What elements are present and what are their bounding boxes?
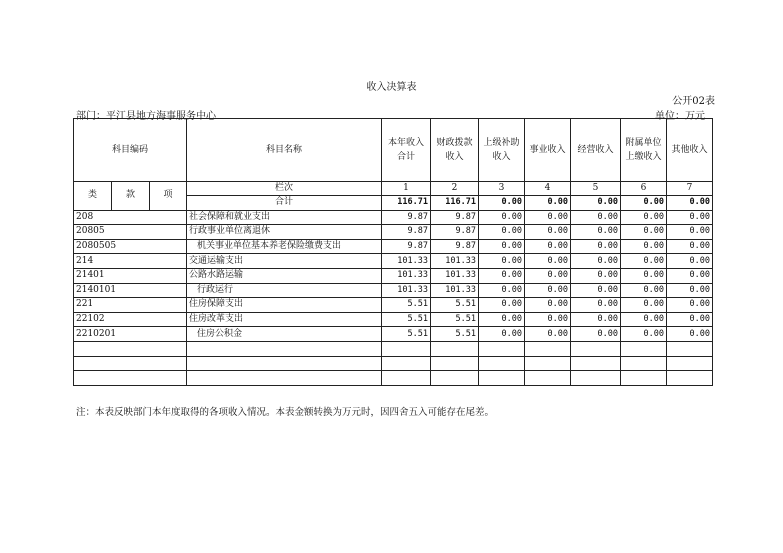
row-value: 0.00 [621,239,667,254]
empty-cell [667,371,713,386]
header-lei: 类 [74,182,112,211]
row-value: 101.33 [382,283,431,298]
row-code: 221 [74,298,187,313]
row-name: 行政事业单位离退休 [187,225,382,240]
row-code: 21401 [74,268,187,283]
row-value: 101.33 [431,283,479,298]
empty-cell [74,356,187,371]
empty-cell [571,356,621,371]
total-value: 0.00 [479,196,525,211]
row-value: 0.00 [571,327,621,342]
empty-cell [479,356,525,371]
row-value: 0.00 [667,283,713,298]
total-value: 0.00 [525,196,571,211]
row-value: 101.33 [382,268,431,283]
row-value: 0.00 [621,210,667,225]
header-row [74,119,713,182]
row-value: 9.87 [431,225,479,240]
row-value: 0.00 [571,210,621,225]
row-value: 0.00 [525,298,571,313]
form-code: 公开02表 [672,96,715,107]
row-value: 0.00 [479,210,525,225]
header-col4: 事业收入 [525,119,571,182]
report-title: 收入决算表 [366,82,417,93]
empty-row [74,371,713,386]
row-value: 0.00 [621,254,667,269]
row-value: 9.87 [431,239,479,254]
row-value: 0.00 [621,312,667,327]
header-col6: 附属单位上缴收入 [621,119,667,182]
empty-cell [74,371,187,386]
row-value: 0.00 [479,268,525,283]
table-row [74,210,713,225]
table-row [74,327,713,342]
row-value: 0.00 [667,312,713,327]
row-value: 0.00 [667,298,713,313]
total-value: 116.71 [431,196,479,211]
row-value: 9.87 [382,210,431,225]
table-row [74,312,713,327]
lanci-row [74,182,713,196]
total-value: 0.00 [571,196,621,211]
row-value: 0.00 [621,283,667,298]
table-row [74,225,713,240]
row-name: 交通运输支出 [187,254,382,269]
empty-cell [667,356,713,371]
row-value: 101.33 [431,254,479,269]
row-value: 0.00 [525,210,571,225]
row-value: 0.00 [667,239,713,254]
total-value: 0.00 [621,196,667,211]
empty-cell [187,341,382,356]
row-value: 101.33 [431,268,479,283]
empty-cell [431,341,479,356]
row-name: 住房保障支出 [187,298,382,313]
row-value: 0.00 [667,254,713,269]
empty-cell [525,341,571,356]
col-num: 6 [621,182,667,196]
row-name: 住房改革支出 [187,312,382,327]
income-table [73,118,713,386]
empty-cell [621,371,667,386]
row-value: 9.87 [431,210,479,225]
row-value: 5.51 [382,312,431,327]
row-value: 0.00 [621,298,667,313]
row-code: 208 [74,210,187,225]
row-value: 5.51 [382,327,431,342]
row-code: 2080505 [74,239,187,254]
col-num: 2 [431,182,479,196]
empty-cell [525,356,571,371]
row-value: 0.00 [571,254,621,269]
total-value: 116.71 [382,196,431,211]
footnote: 注：本表反映部门本年度取得的各项收入情况。本表金额转换为万元时，因四舍五入可能存在尾差。 [76,407,495,418]
col-num: 3 [479,182,525,196]
row-value: 0.00 [667,268,713,283]
table-row [74,298,713,313]
header-lanci: 栏次 [187,182,382,196]
row-value: 0.00 [525,283,571,298]
row-value: 0.00 [571,239,621,254]
row-value: 0.00 [621,268,667,283]
row-value: 5.51 [382,298,431,313]
table-row [74,254,713,269]
row-value: 0.00 [525,225,571,240]
header-col7: 其他收入 [667,119,713,182]
row-value: 9.87 [382,239,431,254]
col-num: 7 [667,182,713,196]
row-value: 0.00 [479,239,525,254]
header-kuan: 款 [112,182,150,211]
row-value: 0.00 [525,239,571,254]
row-value: 0.00 [571,225,621,240]
row-value: 0.00 [525,327,571,342]
row-value: 0.00 [525,268,571,283]
empty-row [74,341,713,356]
row-code: 22102 [74,312,187,327]
row-value: 0.00 [525,254,571,269]
row-name: 机关事业单位基本养老保险缴费支出 [187,239,382,254]
row-code: 214 [74,254,187,269]
col-num: 5 [571,182,621,196]
row-value: 0.00 [571,283,621,298]
table-row [74,239,713,254]
header-col3: 上级补助收入 [479,119,525,182]
department-label: 部门：平江县地方海事服务中心 [76,111,216,122]
empty-cell [479,341,525,356]
col-num: 1 [382,182,431,196]
row-value: 0.00 [621,225,667,240]
col-num: 4 [525,182,571,196]
empty-cell [187,356,382,371]
row-value: 9.87 [382,225,431,240]
row-code: 2210201 [74,327,187,342]
empty-cell [187,371,382,386]
row-value: 0.00 [479,225,525,240]
header-xiang: 项 [150,182,187,211]
header-subject-code: 科目编码 [74,119,187,182]
empty-cell [382,371,431,386]
empty-cell [479,371,525,386]
header-col2: 财政拨款收入 [431,119,479,182]
total-label: 合计 [187,196,382,211]
row-name: 行政运行 [187,283,382,298]
row-value: 0.00 [571,268,621,283]
header-subject-name: 科目名称 [187,119,382,182]
empty-cell [74,341,187,356]
empty-cell [382,356,431,371]
row-value: 5.51 [431,327,479,342]
empty-cell [571,341,621,356]
row-value: 0.00 [479,283,525,298]
row-value: 0.00 [571,298,621,313]
empty-cell [571,371,621,386]
empty-cell [525,371,571,386]
empty-cell [431,371,479,386]
row-value: 0.00 [525,312,571,327]
row-value: 0.00 [479,312,525,327]
row-value: 0.00 [479,254,525,269]
empty-cell [667,341,713,356]
row-value: 0.00 [667,210,713,225]
row-value: 0.00 [621,327,667,342]
row-value: 0.00 [667,327,713,342]
row-value: 0.00 [479,327,525,342]
row-value: 0.00 [667,225,713,240]
row-value: 101.33 [382,254,431,269]
row-value: 5.51 [431,298,479,313]
total-value: 0.00 [667,196,713,211]
unit-label: 单位：万元 [655,111,705,122]
row-value: 5.51 [431,312,479,327]
header-col5: 经营收入 [571,119,621,182]
table-row [74,283,713,298]
header-col1: 本年收入合计 [382,119,431,182]
row-value: 0.00 [479,298,525,313]
empty-cell [431,356,479,371]
empty-cell [621,341,667,356]
row-name: 社会保障和就业支出 [187,210,382,225]
empty-row [74,356,713,371]
row-name: 住房公积金 [187,327,382,342]
row-name: 公路水路运输 [187,268,382,283]
row-value: 0.00 [571,312,621,327]
empty-cell [621,356,667,371]
row-code: 20805 [74,225,187,240]
empty-cell [382,341,431,356]
row-code: 2140101 [74,283,187,298]
table-row [74,268,713,283]
